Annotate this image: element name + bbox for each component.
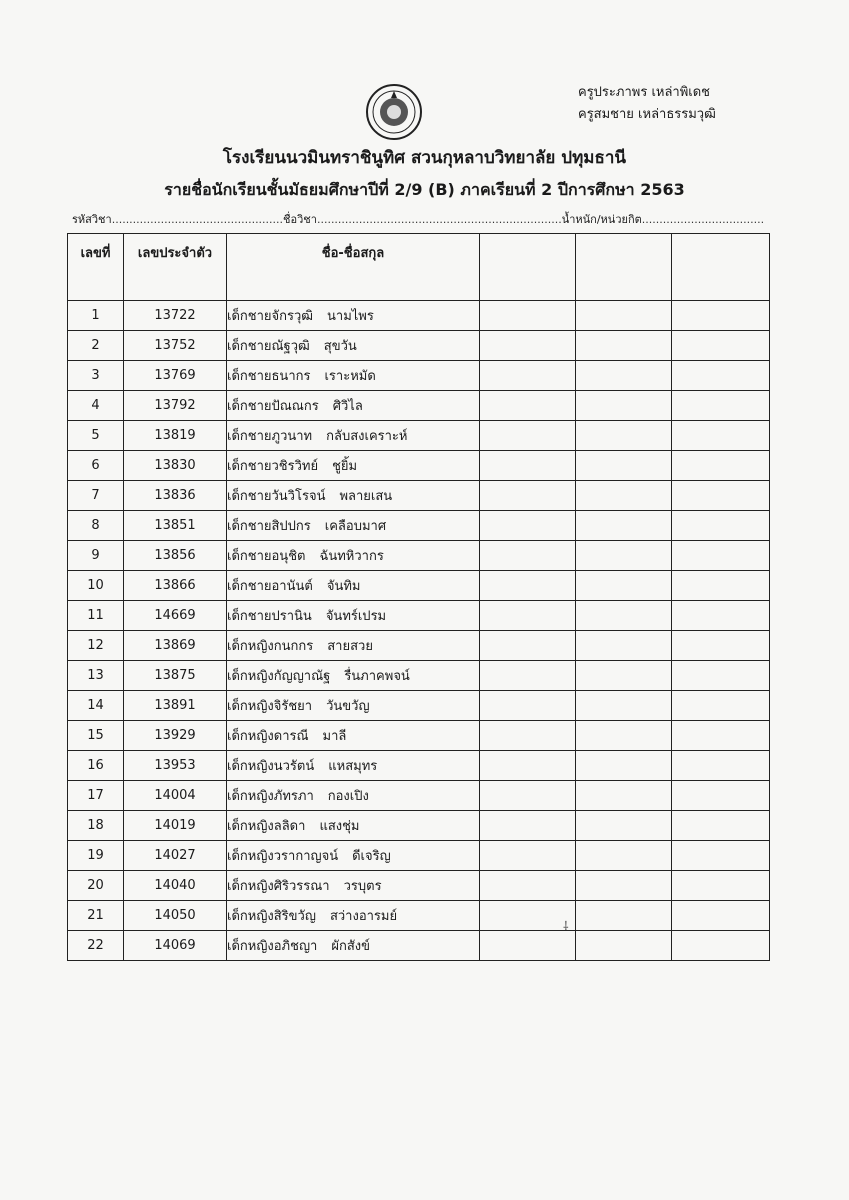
table-row <box>68 601 770 631</box>
cell-blank-1 <box>480 661 576 691</box>
cell-blank-2 <box>576 421 672 451</box>
table-row <box>68 931 770 961</box>
col-header-name: ชื่อ-ชื่อสกุล <box>227 234 480 301</box>
cell-student-id: 13953 <box>124 751 227 781</box>
last-name: เคลือบมาศ <box>324 519 387 534</box>
cell-blank-3 <box>672 781 770 811</box>
cell-full-name <box>227 691 480 721</box>
first-name: เด็กชายปัณณกร <box>227 399 319 414</box>
cell-number: 6 <box>68 451 124 481</box>
cell-full-name <box>227 781 480 811</box>
cell-blank-1 <box>480 931 576 961</box>
cell-blank-2 <box>576 301 672 331</box>
table-row <box>68 751 770 781</box>
cell-blank-3 <box>672 751 770 781</box>
cell-blank-2 <box>576 781 672 811</box>
teacher-name-1: ครูประภาพร เหล่าพิเดช <box>578 85 711 100</box>
table-row <box>68 661 770 691</box>
cell-blank-2 <box>576 601 672 631</box>
school-seal-icon <box>364 82 424 142</box>
cell-full-name <box>227 901 480 931</box>
cell-student-id: 14040 <box>124 871 227 901</box>
cell-blank-1 <box>480 511 576 541</box>
cell-number: 22 <box>68 931 124 961</box>
table-row <box>68 391 770 421</box>
cell-number: 20 <box>68 871 124 901</box>
subject-code-label: รหัสวิชา <box>72 213 112 226</box>
cell-blank-3 <box>672 391 770 421</box>
cell-blank-2 <box>576 811 672 841</box>
cell-student-id: 13869 <box>124 631 227 661</box>
cell-blank-3 <box>672 361 770 391</box>
last-name: เราะหมัด <box>324 369 376 384</box>
first-name: เด็กชายปรานิน <box>227 609 312 624</box>
table-row <box>68 541 770 571</box>
teacher-name-2: ครูสมชาย เหล่าธรรมวุฒิ <box>578 107 716 122</box>
cell-blank-1 <box>480 421 576 451</box>
cell-number: 18 <box>68 811 124 841</box>
cell-full-name <box>227 811 480 841</box>
cell-number: 21 <box>68 901 124 931</box>
cell-number: 4 <box>68 391 124 421</box>
cell-student-id: 13836 <box>124 481 227 511</box>
cell-blank-3 <box>672 331 770 361</box>
cell-full-name <box>227 361 480 391</box>
cell-blank-3 <box>672 841 770 871</box>
cell-blank-3 <box>672 811 770 841</box>
table-row <box>68 481 770 511</box>
last-name: สุขวัน <box>323 339 357 354</box>
cell-blank-3 <box>672 901 770 931</box>
credit-label: น้ำหนัก/หน่วยกิต <box>561 213 642 226</box>
cell-blank-2 <box>576 541 672 571</box>
cell-blank-2 <box>576 511 672 541</box>
table-body <box>68 301 770 961</box>
cell-blank-3 <box>672 631 770 661</box>
cell-full-name <box>227 841 480 871</box>
cell-blank-1 <box>480 331 576 361</box>
student-roster-table <box>67 233 770 961</box>
first-name: เด็กชายจักรวุฒิ <box>227 309 314 324</box>
last-name: แหสมุทร <box>328 759 378 774</box>
cell-full-name <box>227 481 480 511</box>
first-name: เด็กหญิงดารณี <box>227 729 309 744</box>
cell-number: 11 <box>68 601 124 631</box>
cell-student-id: 13875 <box>124 661 227 691</box>
table-row <box>68 421 770 451</box>
cell-student-id: 13792 <box>124 391 227 421</box>
col-header-blank-2 <box>576 234 672 301</box>
cell-blank-1 <box>480 811 576 841</box>
cell-student-id: 13851 <box>124 511 227 541</box>
cell-full-name <box>227 871 480 901</box>
school-title: โรงเรียนนวมินทราชินูทิศ สวนกุหลาบวิทยาลัย ปทุมธานี <box>222 148 627 168</box>
first-name: เด็กชายวันวิโรจน์ <box>227 489 326 504</box>
first-name: เด็กหญิงภัทรภา <box>227 789 314 804</box>
cell-full-name <box>227 331 480 361</box>
cell-full-name <box>227 721 480 751</box>
table-row <box>68 811 770 841</box>
last-name: กลับสงเคราะห์ <box>326 429 408 444</box>
first-name: เด็กหญิงจิรัชยา <box>227 699 313 714</box>
cell-blank-1 <box>480 451 576 481</box>
cell-full-name <box>227 751 480 781</box>
cell-full-name <box>227 631 480 661</box>
cell-blank-3 <box>672 571 770 601</box>
table-row <box>68 721 770 751</box>
cell-blank-2 <box>576 751 672 781</box>
cell-blank-2 <box>576 661 672 691</box>
cell-blank-3 <box>672 511 770 541</box>
first-name: เด็กชายอนุชิต <box>227 549 306 564</box>
cell-full-name <box>227 661 480 691</box>
cell-number: 13 <box>68 661 124 691</box>
first-name: เด็กหญิงสิริขวัญ <box>227 909 316 924</box>
cell-blank-1 <box>480 871 576 901</box>
cell-number: 3 <box>68 361 124 391</box>
cell-number: 9 <box>68 541 124 571</box>
cell-student-id: 13769 <box>124 361 227 391</box>
cell-student-id: 14019 <box>124 811 227 841</box>
cell-blank-2 <box>576 631 672 661</box>
table-row <box>68 571 770 601</box>
table-header-row <box>68 234 770 301</box>
first-name: เด็กหญิงวรากาญจน์ <box>227 849 339 864</box>
cell-blank-1 <box>480 601 576 631</box>
cell-blank-1 <box>480 841 576 871</box>
cell-number: 12 <box>68 631 124 661</box>
subject-info-line: รหัสวิชา.................................................ชื่อวิชา......................................................................น้ำหนัก/หน่วยกิต................................... <box>72 213 765 226</box>
cell-student-id: 13929 <box>124 721 227 751</box>
cell-student-id: 13856 <box>124 541 227 571</box>
cell-blank-3 <box>672 451 770 481</box>
cell-blank-1 <box>480 361 576 391</box>
cell-blank-2 <box>576 901 672 931</box>
cell-full-name <box>227 571 480 601</box>
first-name: เด็กหญิงกัญญาณัฐ <box>227 669 331 684</box>
cell-blank-1 <box>480 721 576 751</box>
cell-full-name <box>227 301 480 331</box>
last-name: ผักสังข์ <box>331 939 370 954</box>
last-name: นามไพร <box>327 309 374 324</box>
cell-blank-2 <box>576 331 672 361</box>
cell-number: 7 <box>68 481 124 511</box>
cell-number: 16 <box>68 751 124 781</box>
first-name: เด็กชายภูวนาท <box>227 429 313 444</box>
last-name: กองเปิง <box>327 789 369 804</box>
cell-blank-3 <box>672 541 770 571</box>
cell-blank-2 <box>576 571 672 601</box>
col-header-number: เลขที่ <box>68 234 124 301</box>
cell-student-id: 13752 <box>124 331 227 361</box>
cell-blank-2 <box>576 721 672 751</box>
cell-number: 2 <box>68 331 124 361</box>
cell-blank-3 <box>672 661 770 691</box>
cell-full-name <box>227 601 480 631</box>
cell-student-id: 14027 <box>124 841 227 871</box>
cell-blank-1 <box>480 631 576 661</box>
cell-number: 17 <box>68 781 124 811</box>
cell-blank-1 <box>480 781 576 811</box>
table-row <box>68 361 770 391</box>
cell-blank-2 <box>576 481 672 511</box>
cell-blank-2 <box>576 361 672 391</box>
first-name: เด็กชายสิปปกร <box>227 519 311 534</box>
first-name: เด็กหญิงลลิดา <box>227 819 306 834</box>
table-row <box>68 871 770 901</box>
first-name: เด็กหญิงอภิชญา <box>227 939 318 954</box>
first-name: เด็กหญิงนวรัตน์ <box>227 759 315 774</box>
first-name: เด็กชายวชิรวิทย์ <box>227 459 319 474</box>
cell-blank-3 <box>672 931 770 961</box>
col-header-blank-1 <box>480 234 576 301</box>
table-row <box>68 781 770 811</box>
last-name: รื่นภาคพจน์ <box>344 669 410 684</box>
last-name: ดีเจริญ <box>352 849 391 864</box>
cell-student-id: 14669 <box>124 601 227 631</box>
table-row <box>68 841 770 871</box>
first-name: เด็กชายณัฐวุฒิ <box>227 339 310 354</box>
table-row <box>68 901 770 931</box>
table-row <box>68 451 770 481</box>
cell-student-id: 13866 <box>124 571 227 601</box>
teacher-names <box>578 82 716 126</box>
cell-student-id: 14050 <box>124 901 227 931</box>
first-name: เด็กชายอานันต์ <box>227 579 313 594</box>
last-name: ศิวิไล <box>332 399 363 414</box>
cell-blank-3 <box>672 481 770 511</box>
cell-student-id: 13830 <box>124 451 227 481</box>
cell-number: 10 <box>68 571 124 601</box>
cell-number: 15 <box>68 721 124 751</box>
last-name: วรบุตร <box>343 879 382 894</box>
last-name: จันทร์เปรม <box>325 609 387 624</box>
cell-blank-1 <box>480 391 576 421</box>
last-name: มาลี <box>322 729 347 744</box>
cell-blank-3 <box>672 691 770 721</box>
cell-blank-2 <box>576 841 672 871</box>
cell-blank-2 <box>576 391 672 421</box>
table-row <box>68 691 770 721</box>
cell-blank-2 <box>576 931 672 961</box>
cell-student-id: 14004 <box>124 781 227 811</box>
cell-blank-3 <box>672 721 770 751</box>
last-name: วันขวัญ <box>326 699 370 714</box>
subject-name-label: ชื่อวิชา <box>283 213 317 226</box>
cell-blank-3 <box>672 421 770 451</box>
last-name: จันทิม <box>326 579 361 594</box>
cell-number: 8 <box>68 511 124 541</box>
table-row <box>68 631 770 661</box>
col-header-blank-3 <box>672 234 770 301</box>
last-name: สว่างอารมย์ <box>329 909 398 924</box>
list-title: รายชื่อนักเรียนชั้นมัธยมศึกษาปีที่ 2/9 (B) ภาคเรียนที่ 2 ปีการศึกษา 2563 <box>164 180 685 199</box>
cell-blank-1 <box>480 541 576 571</box>
cell-blank-1 <box>480 751 576 781</box>
cell-blank-1 <box>480 571 576 601</box>
last-name: สายสวย <box>327 639 373 654</box>
last-name: ฉันทหิวากร <box>319 549 384 564</box>
cell-blank-1 <box>480 301 576 331</box>
cell-number: 19 <box>68 841 124 871</box>
last-name: ชูยิ้ม <box>332 459 358 474</box>
cell-number: 5 <box>68 421 124 451</box>
cell-blank-3 <box>672 601 770 631</box>
table-row <box>68 331 770 361</box>
pen-mark: ⸸ <box>563 919 569 933</box>
table-row <box>68 301 770 331</box>
col-header-student-id: เลขประจำตัว <box>124 234 227 301</box>
cell-student-id: 14069 <box>124 931 227 961</box>
cell-full-name <box>227 391 480 421</box>
cell-full-name <box>227 541 480 571</box>
first-name: เด็กหญิงศิริวรรณา <box>227 879 330 894</box>
cell-full-name <box>227 931 480 961</box>
first-name: เด็กชายธนากร <box>227 369 311 384</box>
cell-blank-1 <box>480 481 576 511</box>
cell-number: 1 <box>68 301 124 331</box>
cell-number: 14 <box>68 691 124 721</box>
cell-student-id: 13891 <box>124 691 227 721</box>
table-row <box>68 511 770 541</box>
cell-full-name <box>227 451 480 481</box>
cell-student-id: 13819 <box>124 421 227 451</box>
first-name: เด็กหญิงกนกกร <box>227 639 314 654</box>
cell-full-name <box>227 421 480 451</box>
last-name: พลายเสน <box>339 489 393 504</box>
cell-blank-1 <box>480 691 576 721</box>
last-name: แสงชุ่ม <box>319 819 360 834</box>
cell-full-name <box>227 511 480 541</box>
cell-student-id: 13722 <box>124 301 227 331</box>
cell-blank-2 <box>576 451 672 481</box>
cell-blank-3 <box>672 301 770 331</box>
cell-blank-2 <box>576 691 672 721</box>
cell-blank-3 <box>672 871 770 901</box>
cell-blank-2 <box>576 871 672 901</box>
cell-blank-1 <box>480 901 576 931</box>
